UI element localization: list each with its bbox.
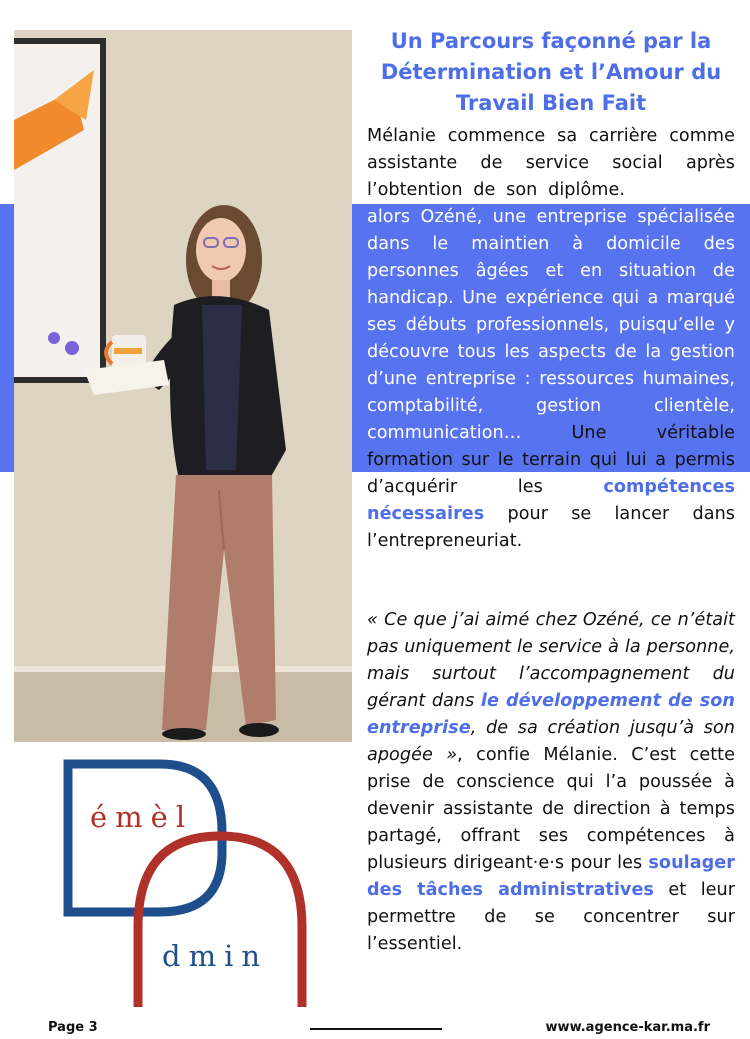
article-title: Un Parcours façonné par la Détermination et l’Amour du Travail Bien Fait [380, 29, 722, 115]
portrait-photo [14, 30, 352, 742]
paragraph-intro-text: Mélanie commence sa carrière comme assistante de service social après l’obtention de son diplôme. [367, 126, 735, 200]
paragraph-blue-section: Elle rejoint alors Ozéné, une entreprise spécialisée dans le maintien à domicile des personnes âgées et en situation de handicap. Une expérience qui a marqué ses débuts professionnels, puisqu’elle y découvre tous les aspects de la gestion d’une entreprise : ressources humaines, comptabilité, gestion clientèle, communication… [367, 180, 736, 443]
highlight-competences: compétences nécessaires [367, 477, 735, 524]
website-link[interactable]: www.agence-kar.ma.fr [545, 1020, 710, 1035]
quote-end: , de sa création jusqu’à son apogée » [367, 718, 735, 765]
highlight-soulager: soulager des tâches administratives [367, 853, 735, 900]
paragraph-career [367, 123, 735, 555]
quote-highlight: le développement de son entreprise [367, 691, 736, 738]
page-number: Page 3 [48, 1020, 98, 1035]
paragraph-after-text: Une véritable formation sur le terrain qui lui a permis d’acquérir les [367, 423, 736, 497]
paragraph2-end-text: et leur permettre de se concentrer sur l’essentiel. [367, 880, 736, 954]
paragraph-quote [367, 607, 735, 958]
demel-admin-logo [40, 752, 330, 1012]
logo-text-dmin: dmin [162, 939, 269, 973]
logo-text-emel: émèl [90, 800, 194, 834]
footer-divider [310, 1028, 442, 1030]
after-quote-text: , confie Mélanie. C’est cette prise de conscience qui l’a poussée à devenir assistante de direction à temps partagé, offrant ses compétences à plusieurs dirigeant·e·s pour les [367, 745, 735, 873]
paragraph-end-text: pour se lancer dans l’entrepreneuriat. [367, 504, 735, 551]
quote-start: « Ce que j’ai aimé chez Ozéné, ce n’était pas uniquement le service à la personne, mais surtout l’accompagnement du gérant dans [367, 610, 735, 711]
